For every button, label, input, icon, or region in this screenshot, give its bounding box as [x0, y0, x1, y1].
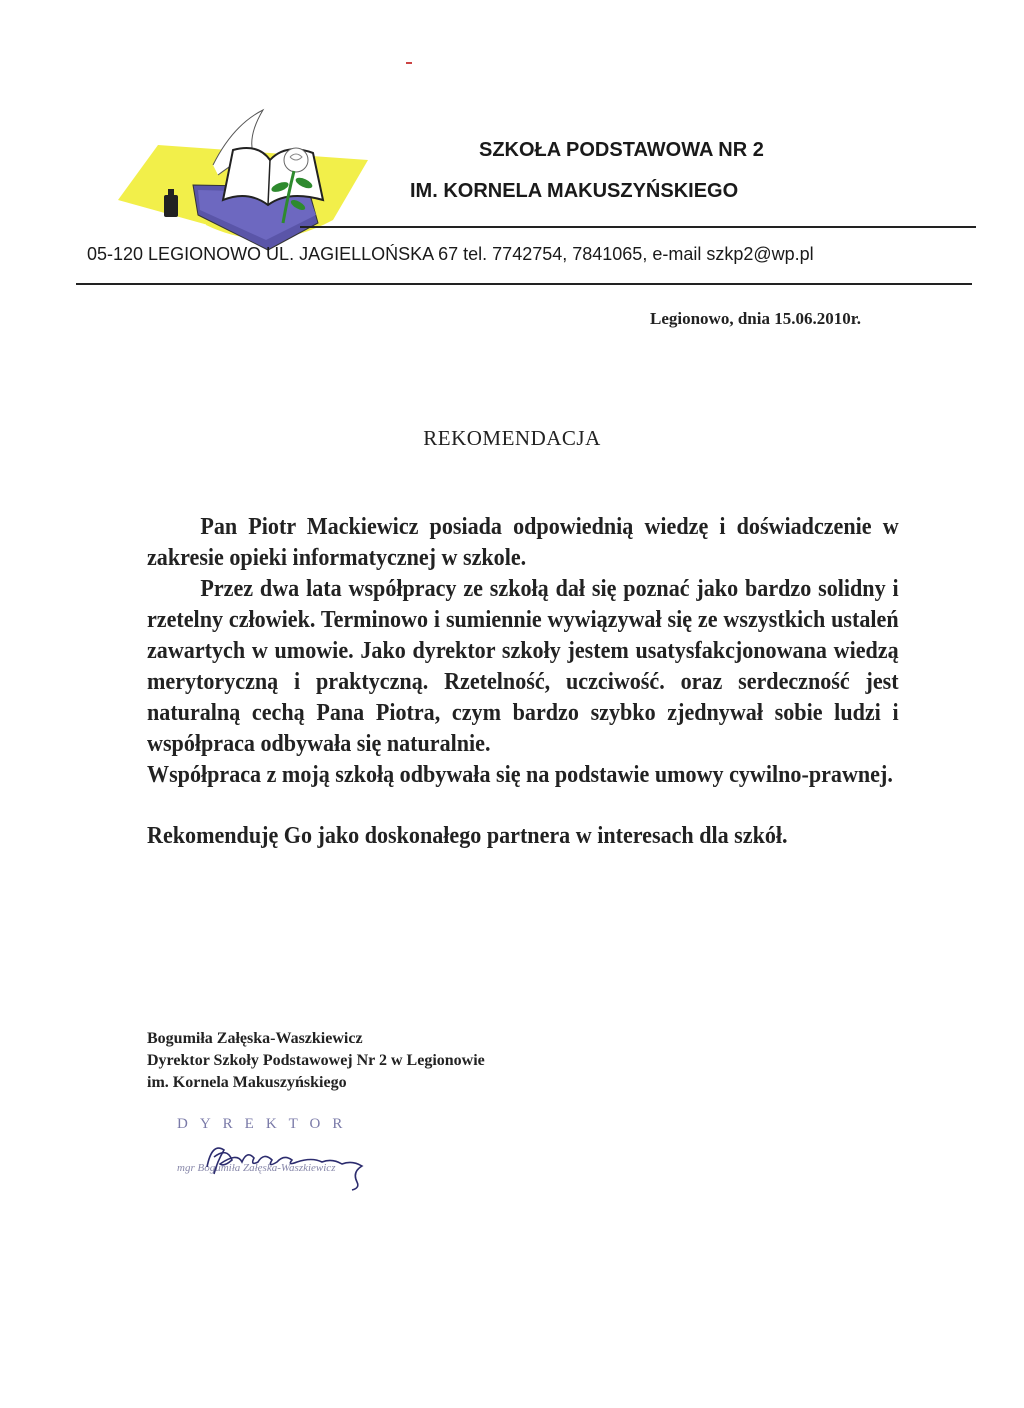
signer-school: im. Kornela Makuszyńskiego: [147, 1074, 347, 1091]
paragraph-spacer: [147, 791, 899, 821]
signer-position: Dyrektor Szkoły Podstawowej Nr 2 w Legionowie: [147, 1052, 485, 1069]
school-name-line1: SZKOŁA PODSTAWOWA NR 2: [479, 139, 764, 161]
signer-name: Bogumiła Załęska-Waszkiewicz: [147, 1030, 363, 1047]
date-line: Legionowo, dnia 15.06.2010r.: [650, 309, 861, 328]
signature-block: [147, 1028, 485, 1094]
header-divider: [300, 226, 976, 228]
document-title: REKOMENDACJA: [423, 426, 601, 450]
address-divider: [76, 283, 972, 285]
body-paragraph-4: Rekomenduję Go jako doskonałego partnera w interesach dla szkół.: [147, 823, 788, 849]
stamp-title: DYREKTOR: [177, 1116, 355, 1132]
body-paragraph-2: Przez dwa lata współpracy ze szkołą dał się poznać jako bardzo solidny i rzetelny człowiek. Terminowo i sumiennie wywiązywał się ze wszystkich ustaleń zawartych w umowie. Jako dyrektor szkoły jestem usatysfakcjonowana wiedzą merytoryczną i praktyczną. Rzetelność, uczciwość. oraz serdeczność jest naturalną cechą Pana Piotra, czym bardzo szybko zjednywał sobie ludzi i współpraca odbywała się naturalnie.: [147, 576, 899, 757]
letter-body: [147, 512, 899, 852]
stamp-name: mgr Bogumiła Załęska-Waszkiewicz: [177, 1162, 336, 1174]
scan-speck: [406, 62, 412, 64]
director-stamp: [172, 1112, 372, 1192]
body-paragraph-3: Współpraca z moją szkołą odbywała się na podstawie umowy cywilno-prawnej.: [147, 762, 893, 788]
handwritten-signature-icon: [202, 1132, 372, 1192]
school-name-line2: IM. KORNELA MAKUSZYŃSKIEGO: [410, 180, 739, 202]
body-paragraph-1: Pan Piotr Mackiewicz posiada odpowiednią wiedzę i doświadczenie w zakresie opieki informatycznej w szkole.: [147, 514, 899, 571]
school-address: 05-120 LEGIONOWO UL. JAGIELLOŃSKA 67 tel. 7742754, 7841065, e-mail szkp2@wp.pl: [87, 244, 814, 264]
school-logo-icon: [118, 105, 368, 255]
